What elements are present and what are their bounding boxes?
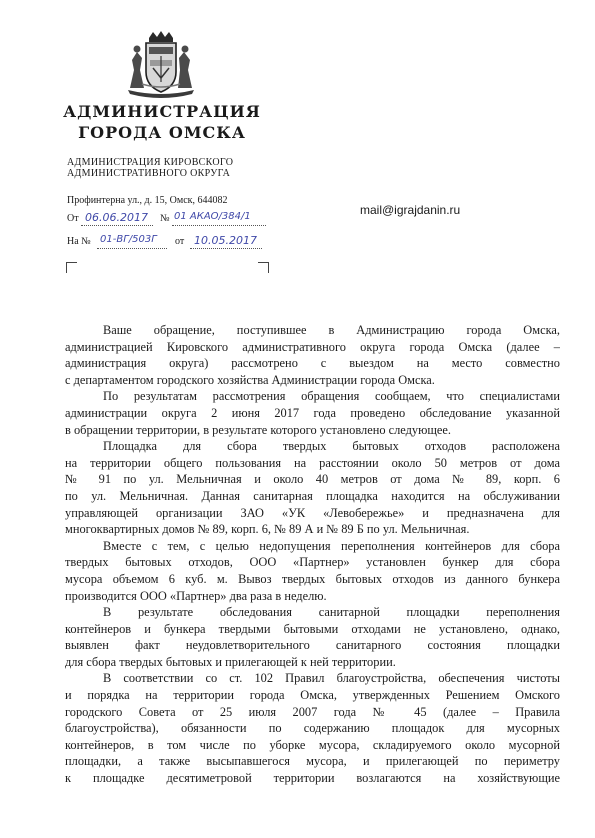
ref-from-label: От	[67, 213, 79, 224]
body-line: по ул. Мельничная. Данная санитарная площадка находится на обслуживании	[65, 488, 560, 503]
body-line: В соответствии со ст. 102 Правил благоустройства, обеспечения чистоты	[103, 671, 560, 686]
body-paragraph	[65, 670, 560, 786]
omsk-coat-of-arms-icon	[122, 30, 200, 100]
body-line: выявлен факт неудовлетворительного санитарного состояния площадки	[65, 638, 560, 653]
body-line: многоквартирных домов № 89, корп. 6, № 89 А и № 89 Б по ул. Мельничная.	[65, 522, 470, 537]
sender-address: Профинтерна ул., д. 15, Омск, 644082	[67, 195, 228, 206]
recipient-email: mail@igrajdanin.ru	[360, 203, 461, 217]
body-line: Площадка для сбора твердых бытовых отходов расположена	[103, 439, 560, 454]
body-line: благоустройства), обязанности по содержанию площадок для мусорных	[65, 721, 560, 736]
address-corner-left	[66, 262, 77, 273]
body-line: производится ООО «Партнер» два раза в неделю.	[65, 588, 327, 603]
address-corner-right	[258, 262, 269, 273]
body-line: к площадке десятиметровой территории возлагаются на хозяйствующие	[65, 771, 560, 786]
body-line: управляющей организации ЗАО «УК «Левобережье» и предназначена для	[65, 505, 560, 520]
body-line: администрация округа) рассмотрено с выездом на место совместно	[65, 356, 560, 371]
body-line: на территории общего пользования на расстоянии около 50 метров от дома	[65, 455, 560, 470]
body-line: Ваше обращение, поступившее в Администрацию города Омска,	[103, 323, 560, 337]
body-line: По результатам рассмотрения обращения сообщаем, что специалистами	[103, 389, 560, 404]
body-line: администрацией Кировского административного округа города Омска (далее –	[65, 339, 560, 354]
body-paragraph	[65, 438, 560, 538]
dept-line2: АДМИНИСТРАТИВНОГО ОКРУГА	[67, 168, 231, 179]
body-line: администрации округа 2 июня 2017 года проведено обследование указанной	[65, 405, 560, 420]
body-line: и порядка на территории города Омска, утвержденных Решением Омского	[65, 688, 560, 703]
body-line: мусора объемом 6 куб. м. Вывоз твердых бытовых отходов из данного бункера	[65, 571, 560, 586]
org-title-line2: ГОРОДА ОМСКА	[78, 123, 246, 142]
body-line: для сбора твердых бытовых и прилегающей к ней территории.	[65, 654, 396, 669]
body-line: контейнеров и бункера твердыми бытовыми отходами не установлено, однако,	[65, 621, 560, 636]
body-line: № 91 по ул. Мельничная и около 40 метров от дома № 89, корп. 6	[65, 472, 560, 487]
dept-line1: АДМИНИСТРАЦИЯ КИРОВСКОГО	[67, 157, 234, 168]
body-paragraph	[65, 322, 560, 388]
ref-date: 06.06.2017	[85, 211, 148, 224]
ref-no-label: №	[160, 213, 170, 224]
ref-number: 01 АКАО/384/1	[174, 211, 251, 222]
body-paragraph	[65, 388, 560, 438]
body-line: площадки, а также высыпавшегося мусора, и прилегающей по периметру	[65, 754, 560, 769]
ref-in-number: 01-ВГ/503Г	[100, 234, 157, 245]
body-line: твердых бытовых отходов, ООО «Партнер» установлен бункер для сбора	[65, 555, 560, 570]
body-line: в обращении территории, в результате которого установлено следующее.	[65, 422, 452, 437]
body-line: городского Совета от 25 июля 2007 года № 45 (далее – Правила	[65, 704, 560, 719]
ref-in-label: На №	[67, 236, 91, 247]
letter-body	[65, 322, 560, 787]
ref-in-date: 10.05.2017	[194, 234, 257, 247]
ref-in-date-label: от	[175, 236, 185, 247]
body-line: с департаментом городского хозяйства Администрации города Омска.	[65, 372, 435, 387]
body-paragraph	[65, 538, 560, 604]
body-line: В результате обследования санитарной площадки переполнения	[103, 605, 560, 620]
org-title-line1: АДМИНИСТРАЦИЯ	[63, 102, 261, 121]
body-paragraph	[65, 604, 560, 670]
body-line: контейнеров, в том числе по уборке мусора, складируемого около мусорной	[65, 737, 560, 752]
body-line: Вместе с тем, с целью недопущения переполнения контейнеров для сбора	[103, 538, 560, 553]
